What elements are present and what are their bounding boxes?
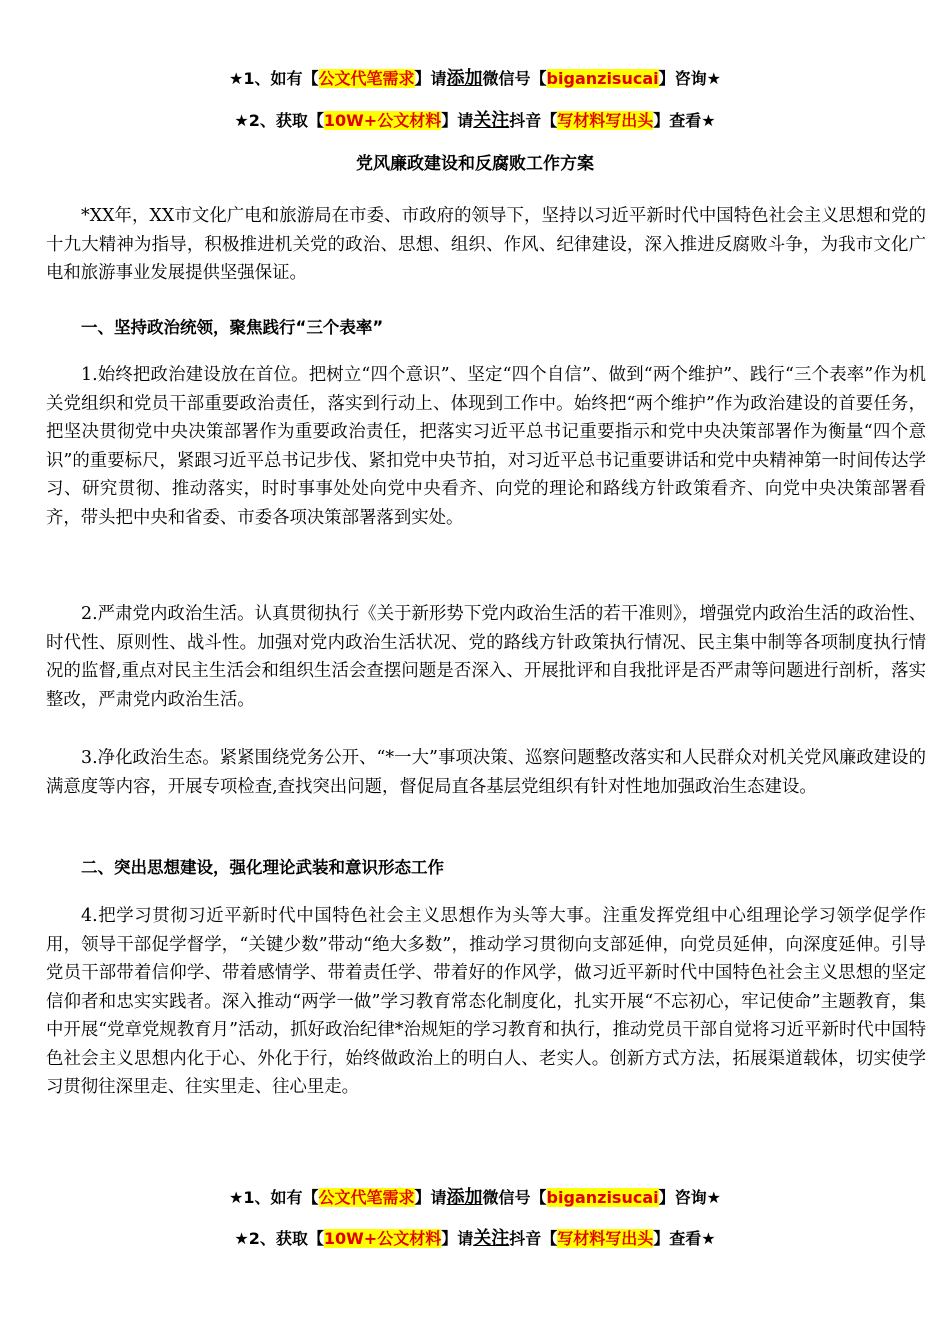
banner-highlight: 公文代笔需求 — [318, 1188, 415, 1207]
banner-text: 微信号【 — [482, 1188, 547, 1207]
ad-banner-bottom-line1 — [0, 1187, 950, 1209]
banner-emphasis: 关注 — [473, 1228, 510, 1249]
banner-text: 】查看★ — [653, 111, 716, 130]
banner-text: 】咨询★ — [658, 1188, 721, 1207]
paragraph-3: 3.净化政治生态。紧紧围绕党务公开、“*一大”事项决策、巡察问题整改落实和人民群众对机关党风廉政建设的满意度等内容，开展专项检查,查找突出问题，督促局直各基层党组织有针对性地加强政治生态建设。 — [46, 748, 926, 797]
ad-banner-top-line1 — [0, 68, 950, 90]
ad-banner-top-line2 — [0, 110, 950, 132]
banner-text: 微信号【 — [482, 69, 547, 88]
banner-text: 】咨询★ — [658, 69, 721, 88]
paragraph-1: 1.始终把政治建设放在首位。把树立“四个意识”、坚定“四个自信”、做到“两个维护”、践行“三个表率”作为机关党组织和党员干部重要政治责任，落实到行动上、体现到工作中。始终把“两个维护”作为政治建设的首要任务，把坚决贯彻党中央决策部署作为重要政治责任，把落实习近平总书记重要指示和党中央决策部署作为衡量“四个意识”的重要标尺，紧跟习近平总书记步伐、紧扣党中央节拍，对习近平总书记重要讲话和党中央精神第一时间传达学习、研究贯彻、推动落实，时时事事处处向党中央看齐、向党的理论和路线方针政策看齐、向党中央决策部署看齐，带头把中央和省委、市委各项决策部署落到实处。 — [46, 365, 926, 528]
banner-highlight: 10W+公文材料 — [323, 111, 442, 130]
banner-text: 】请 — [414, 1188, 447, 1207]
banner-highlight: 10W+公文材料 — [323, 1229, 442, 1248]
banner-text: 抖音【 — [509, 111, 558, 130]
banner-emphasis: 添加 — [446, 1187, 483, 1208]
banner-text: ★2、获取【 — [234, 1229, 324, 1248]
section-heading-1: 一、坚持政治统领，聚焦践行“三个表率” — [81, 318, 384, 337]
banner-text: ★2、获取【 — [234, 111, 324, 130]
banner-highlight: biganzisucai — [546, 1188, 659, 1207]
banner-text: 】请 — [441, 111, 474, 130]
banner-highlight: 写材料写出头 — [557, 111, 654, 130]
banner-text: 】请 — [441, 1229, 474, 1248]
paragraph-4: 4.把学习贯彻习近平新时代中国特色社会主义思想作为头等大事。注重发挥党组中心组理论学习领学促学作用，领导干部促学督学，“关键少数”带动“绝大多数”，推动学习贯彻向支部延伸，向党员延伸，向深度延伸。引导党员干部带着信仰学、带着感情学、带着责任学、带着好的作风学，做习近平新时代中国特色社会主义思想的坚定信仰者和忠实实践者。深入推动“两学一做”学习教育常态化制度化，扎实开展“不忘初心，牢记使命”主题教育，集中开展“党章党规教育月”活动，抓好政治纪律*治规矩的学习教育和执行，推动党员干部自觉将习近平新时代中国特色社会主义思想内化于心、外化于行，始终做政治上的明白人、老实人。创新方式方法，拓展渠道载体，切实使学习贯彻往深里走、往实里走、往心里走。 — [46, 906, 926, 1097]
banner-text: 】请 — [414, 69, 447, 88]
ad-banner-bottom-line2 — [0, 1228, 950, 1250]
paragraph-2: 2.严肃党内政治生活。认真贯彻执行《关于新形势下党内政治生活的若干准则》，增强党内政治生活的政治性、时代性、原则性、战斗性。加强对党内政治生活状况、党的路线方针政策执行情况、民主集中制等各项制度执行情况的监督,重点对民主生活会和组织生活会查摆问题是否深入、开展批评和自我批评是否严肃等问题进行剖析，落实整改，严肃党内政治生活。 — [46, 604, 926, 710]
banner-highlight: biganzisucai — [546, 69, 659, 88]
section-heading-2: 二、突出思想建设，强化理论武装和意识形态工作 — [81, 858, 444, 877]
banner-text: 抖音【 — [509, 1229, 558, 1248]
intro-paragraph: *XX年，XX市文化广电和旅游局在市委、市政府的领导下，坚持以习近平新时代中国特色社会主义思想和党的十九大精神为指导，积极推进机关党的政治、思想、组织、作风、纪律建设，深入推进反腐败斗争，为我市文化广电和旅游事业发展提供坚强保证。 — [46, 206, 926, 283]
banner-text: ★1、如有【 — [229, 69, 319, 88]
banner-highlight: 写材料写出头 — [557, 1229, 654, 1248]
banner-highlight: 公文代笔需求 — [318, 69, 415, 88]
banner-text: ★1、如有【 — [229, 1188, 319, 1207]
banner-emphasis: 关注 — [473, 110, 510, 131]
banner-text: 】查看★ — [653, 1229, 716, 1248]
banner-emphasis: 添加 — [446, 68, 483, 89]
document-title: 党风廉政建设和反腐败工作方案 — [356, 154, 594, 174]
